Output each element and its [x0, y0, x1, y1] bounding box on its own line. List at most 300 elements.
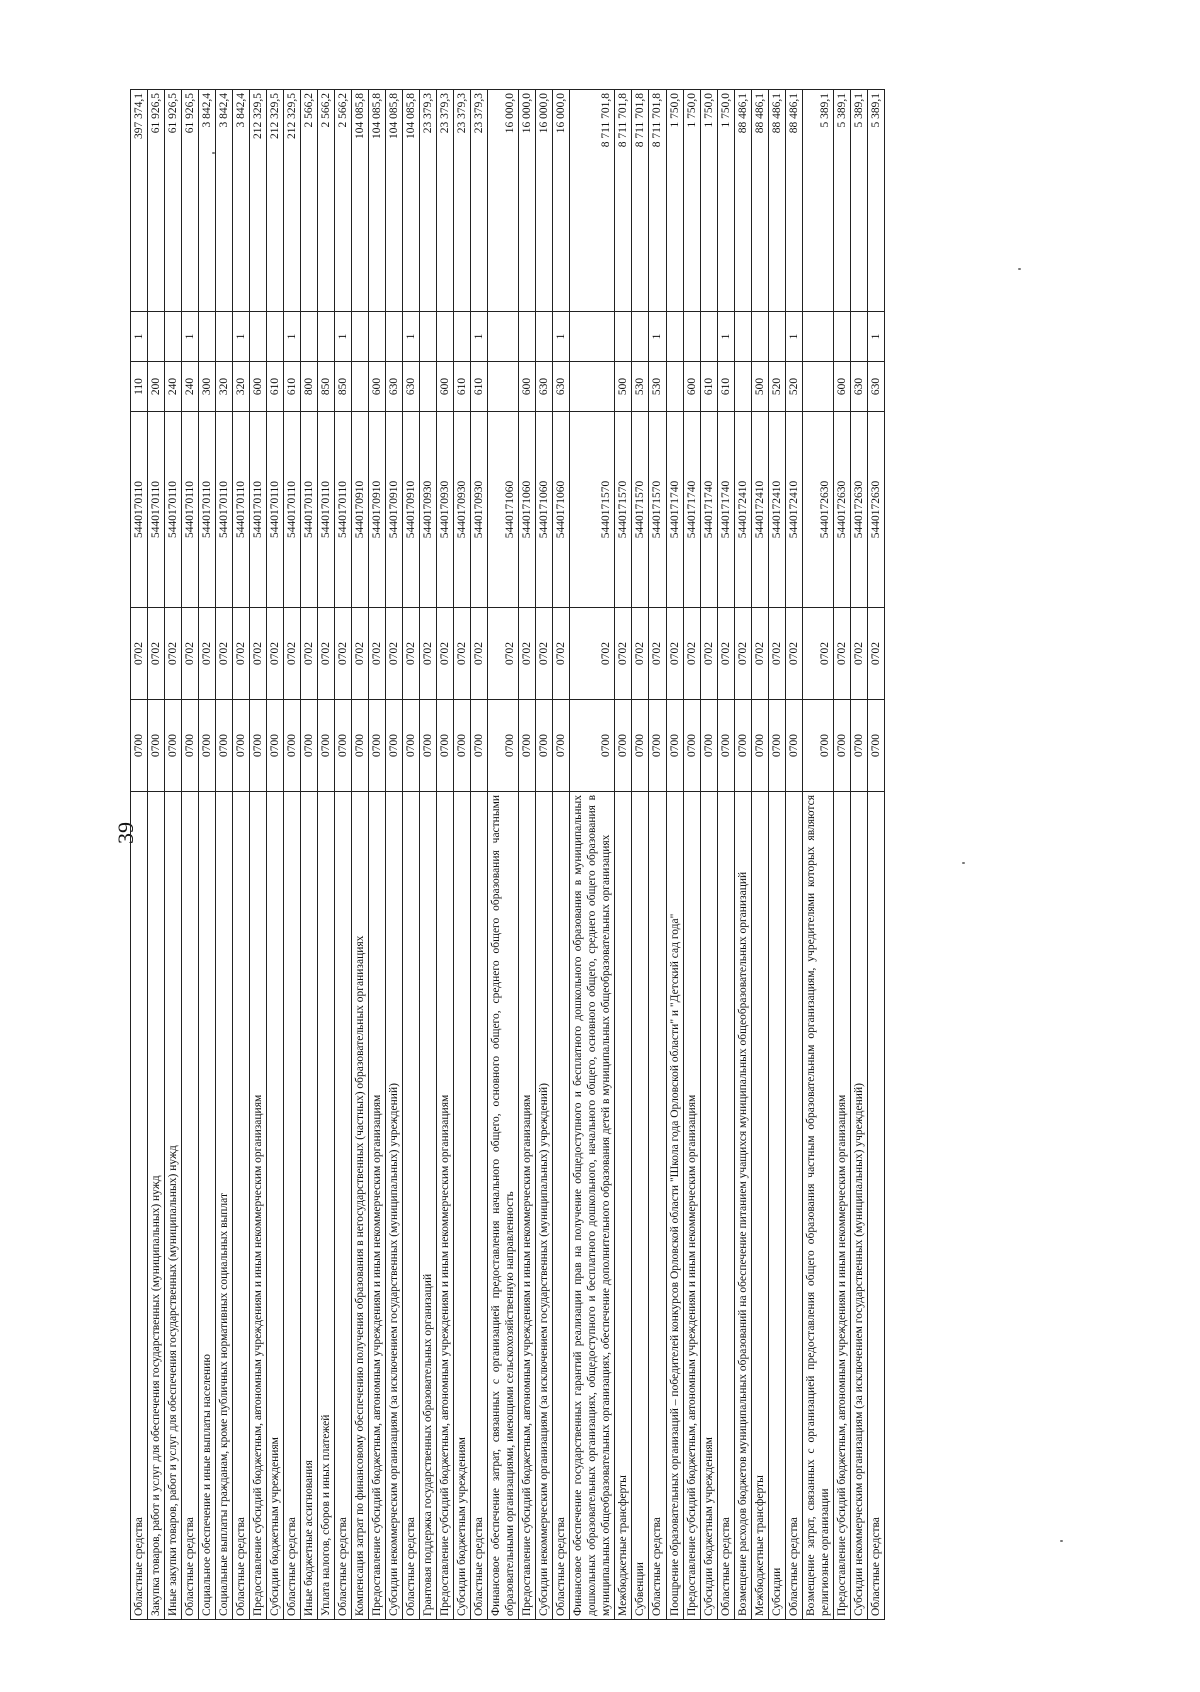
cell-section: 0700 [649, 700, 666, 792]
cell-section: 0700 [267, 700, 284, 792]
cell-target-article: 5440170930 [454, 412, 471, 608]
cell-target-article: 5440171570 [649, 412, 666, 608]
cell-expense-type: 530 [632, 362, 649, 412]
cell-name: Социальное обеспечение и иные выплаты населению [199, 792, 216, 1620]
cell-expense-type: 630 [867, 362, 884, 412]
cell-section: 0700 [284, 700, 301, 792]
cell-target-article: 5440171060 [536, 412, 553, 608]
cell-expense-type: 600 [437, 362, 454, 412]
budget-table [130, 89, 885, 1620]
cell-source-mark [267, 312, 284, 362]
cell-expense-type: 320 [216, 362, 233, 412]
cell-name: Областные средства [717, 792, 734, 1620]
table-row [553, 90, 570, 1620]
cell-name: Поощрение образовательных организаций – победителей конкурсов Орловской области "Школа года Орловской области" и "Детский сад года" [666, 792, 683, 1620]
cell-section: 0700 [165, 700, 182, 792]
cell-name: Предоставление субсидий бюджетным, автономным учреждениям и иным некоммерческим организациям [250, 792, 267, 1620]
cell-subsection: 0702 [519, 608, 536, 700]
cell-section: 0700 [335, 700, 352, 792]
cell-subsection: 0702 [734, 608, 751, 700]
cell-expense-type: 200 [148, 362, 165, 412]
cell-subsection: 0702 [666, 608, 683, 700]
cell-target-article: 5440171060 [488, 412, 519, 608]
cell-source-mark: 1 [717, 312, 734, 362]
cell-name: Возмещение затрат, связанных с организацией предоставления общего образования частным образовательным организациям, учредителями которых являются религиозные организации [802, 792, 833, 1620]
cell-target-article: 5440170930 [471, 412, 488, 608]
cell-amount: 104 085,8 [403, 90, 420, 312]
cell-source-mark [301, 312, 318, 362]
cell-name: Субсидии некоммерческим организациям (за исключением государственных (муниципальных) учреждений) [850, 792, 867, 1620]
table-row [352, 90, 369, 1620]
table-row [216, 90, 233, 1620]
cell-name: Межбюджетные трансферты [615, 792, 632, 1620]
cell-name: Областные средства [131, 792, 148, 1620]
cell-amount: 23 379,3 [471, 90, 488, 312]
cell-section: 0700 [833, 700, 850, 792]
cell-name: Областные средства [182, 792, 199, 1620]
cell-target-article: 5440170110 [267, 412, 284, 608]
cell-target-article: 5440172630 [833, 412, 850, 608]
cell-section: 0700 [250, 700, 267, 792]
cell-source-mark: 1 [182, 312, 199, 362]
cell-expense-type: 600 [369, 362, 386, 412]
table-row [768, 90, 785, 1620]
table-row [785, 90, 802, 1620]
cell-amount: 61 926,5 [148, 90, 165, 312]
cell-source-mark [318, 312, 335, 362]
cell-target-article: 5440171740 [717, 412, 734, 608]
cell-amount: 3 842,4 [216, 90, 233, 312]
cell-subsection: 0702 [683, 608, 700, 700]
cell-amount: 88 486,1 [785, 90, 802, 312]
cell-subsection: 0702 [403, 608, 420, 700]
cell-name: Субсидии некоммерческим организациям (за исключением государственных (муниципальных) учреждений) [386, 792, 403, 1620]
cell-source-mark [666, 312, 683, 362]
cell-name: Областные средства [867, 792, 884, 1620]
table-row [318, 90, 335, 1620]
cell-name: Субсидии [768, 792, 785, 1620]
cell-section: 0700 [488, 700, 519, 792]
cell-target-article: 5440170110 [284, 412, 301, 608]
table-row [734, 90, 751, 1620]
cell-subsection: 0702 [165, 608, 182, 700]
cell-section: 0700 [717, 700, 734, 792]
cell-expense-type: 500 [615, 362, 632, 412]
cell-name: Областные средства [403, 792, 420, 1620]
cell-amount: 397 374,1 [131, 90, 148, 312]
cell-expense-type: 500 [751, 362, 768, 412]
cell-section: 0700 [850, 700, 867, 792]
cell-expense-type: 600 [683, 362, 700, 412]
cell-source-mark [216, 312, 233, 362]
cell-amount: 8 711 701,8 [615, 90, 632, 312]
cell-subsection: 0702 [267, 608, 284, 700]
cell-source-mark [802, 312, 833, 362]
cell-target-article: 5440170110 [233, 412, 250, 608]
cell-amount: 61 926,5 [165, 90, 182, 312]
cell-source-mark: 1 [471, 312, 488, 362]
cell-target-article: 5440171740 [666, 412, 683, 608]
cell-section: 0700 [536, 700, 553, 792]
cell-source-mark [148, 312, 165, 362]
cell-subsection: 0702 [148, 608, 165, 700]
cell-expense-type: 610 [284, 362, 301, 412]
cell-section: 0700 [437, 700, 454, 792]
cell-subsection: 0702 [700, 608, 717, 700]
cell-section: 0700 [199, 700, 216, 792]
cell-amount: 88 486,1 [751, 90, 768, 312]
cell-target-article: 5440172630 [802, 412, 833, 608]
cell-target-article: 5440170110 [335, 412, 352, 608]
cell-amount: 212 329,5 [250, 90, 267, 312]
table-row [284, 90, 301, 1620]
cell-expense-type: 630 [553, 362, 570, 412]
cell-target-article: 5440172410 [785, 412, 802, 608]
table-row [267, 90, 284, 1620]
cell-target-article: 5440170110 [216, 412, 233, 608]
cell-source-mark [386, 312, 403, 362]
cell-section: 0700 [700, 700, 717, 792]
cell-target-article: 5440171740 [700, 412, 717, 608]
cell-expense-type: 610 [700, 362, 717, 412]
cell-amount: 5 389,1 [833, 90, 850, 312]
rotated-table-container [130, 90, 1090, 1620]
cell-expense-type: 610 [471, 362, 488, 412]
cell-source-mark [570, 312, 615, 362]
cell-amount: 212 329,5 [267, 90, 284, 312]
cell-section: 0700 [233, 700, 250, 792]
cell-expense-type [420, 362, 437, 412]
cell-target-article: 5440170110 [301, 412, 318, 608]
cell-amount: 5 389,1 [802, 90, 833, 312]
cell-section: 0700 [352, 700, 369, 792]
cell-subsection: 0702 [233, 608, 250, 700]
cell-section: 0700 [386, 700, 403, 792]
cell-section: 0700 [420, 700, 437, 792]
cell-source-mark: 1 [785, 312, 802, 362]
cell-amount: 16 000,0 [488, 90, 519, 312]
cell-amount: 88 486,1 [768, 90, 785, 312]
cell-target-article: 5440170930 [420, 412, 437, 608]
cell-expense-type: 240 [182, 362, 199, 412]
cell-target-article: 5440172410 [751, 412, 768, 608]
cell-expense-type [570, 362, 615, 412]
cell-subsection: 0702 [536, 608, 553, 700]
table-row [700, 90, 717, 1620]
cell-expense-type [734, 362, 751, 412]
cell-source-mark [632, 312, 649, 362]
cell-name: Предоставление субсидий бюджетным, автономным учреждениям и иным некоммерческим организациям [833, 792, 850, 1620]
cell-source-mark: 1 [131, 312, 148, 362]
cell-section: 0700 [553, 700, 570, 792]
cell-amount: 16 000,0 [536, 90, 553, 312]
cell-subsection: 0702 [216, 608, 233, 700]
table-row [386, 90, 403, 1620]
cell-section: 0700 [802, 700, 833, 792]
cell-subsection: 0702 [632, 608, 649, 700]
table-row [131, 90, 148, 1620]
table-row [199, 90, 216, 1620]
cell-source-mark [488, 312, 519, 362]
cell-subsection: 0702 [369, 608, 386, 700]
cell-name: Субвенции [632, 792, 649, 1620]
cell-target-article: 5440170110 [165, 412, 182, 608]
cell-expense-type: 610 [454, 362, 471, 412]
cell-name: Иные бюджетные ассигнования [301, 792, 318, 1620]
cell-name: Субсидии бюджетным учреждениям [267, 792, 284, 1620]
cell-expense-type: 600 [833, 362, 850, 412]
cell-source-mark [199, 312, 216, 362]
scan-speck [212, 152, 215, 154]
cell-source-mark [165, 312, 182, 362]
table-row [683, 90, 700, 1620]
cell-source-mark: 1 [403, 312, 420, 362]
cell-expense-type: 600 [519, 362, 536, 412]
cell-subsection: 0702 [553, 608, 570, 700]
cell-name: Субсидии некоммерческим организациям (за исключением государственных (муниципальных) учреждений) [536, 792, 553, 1620]
cell-target-article: 5440171570 [615, 412, 632, 608]
table-row [301, 90, 318, 1620]
cell-amount: 5 389,1 [850, 90, 867, 312]
table-row [335, 90, 352, 1620]
table-row [833, 90, 850, 1620]
cell-target-article: 5440172630 [867, 412, 884, 608]
cell-name: Субсидии бюджетным учреждениям [454, 792, 471, 1620]
cell-subsection: 0702 [717, 608, 734, 700]
cell-section: 0700 [148, 700, 165, 792]
cell-expense-type: 610 [717, 362, 734, 412]
cell-target-article: 5440171570 [570, 412, 615, 608]
cell-expense-type: 320 [233, 362, 250, 412]
cell-expense-type [802, 362, 833, 412]
cell-subsection: 0702 [850, 608, 867, 700]
table-row [233, 90, 250, 1620]
cell-name: Иные закупки товаров, работ и услуг для обеспечения государственных (муниципальных) нужд [165, 792, 182, 1620]
cell-name: Финансовое обеспечение затрат, связанных с организацией предоставления начального общего, основного общего, среднего общего образования частными образовательными организациями, имеющими сельскохозяйственную направленность [488, 792, 519, 1620]
cell-subsection: 0702 [250, 608, 267, 700]
cell-amount: 8 711 701,8 [570, 90, 615, 312]
cell-name: Областные средства [284, 792, 301, 1620]
cell-section: 0700 [216, 700, 233, 792]
cell-target-article: 5440170110 [318, 412, 335, 608]
cell-expense-type: 630 [536, 362, 553, 412]
cell-section: 0700 [182, 700, 199, 792]
table-row [403, 90, 420, 1620]
cell-source-mark [734, 312, 751, 362]
cell-section: 0700 [867, 700, 884, 792]
cell-name: Закупка товаров, работ и услуг для обеспечения государственных (муниципальных) нужд [148, 792, 165, 1620]
cell-expense-type: 530 [649, 362, 666, 412]
table-row [649, 90, 666, 1620]
cell-source-mark [768, 312, 785, 362]
cell-name: Предоставление субсидий бюджетным, автономным учреждениям и иным некоммерческим организациям [369, 792, 386, 1620]
cell-target-article: 5440172410 [734, 412, 751, 608]
cell-section: 0700 [632, 700, 649, 792]
cell-amount: 16 000,0 [553, 90, 570, 312]
cell-name: Областные средства [785, 792, 802, 1620]
cell-source-mark: 1 [284, 312, 301, 362]
scan-speck [1060, 1540, 1063, 1542]
cell-target-article: 5440170910 [369, 412, 386, 608]
cell-subsection: 0702 [182, 608, 199, 700]
table-row [615, 90, 632, 1620]
cell-expense-type: 520 [768, 362, 785, 412]
cell-amount: 2 566,2 [318, 90, 335, 312]
cell-source-mark [683, 312, 700, 362]
cell-section: 0700 [403, 700, 420, 792]
cell-expense-type: 110 [131, 362, 148, 412]
cell-amount: 16 000,0 [519, 90, 536, 312]
cell-subsection: 0702 [833, 608, 850, 700]
table-row [717, 90, 734, 1620]
cell-amount: 5 389,1 [867, 90, 884, 312]
cell-subsection: 0702 [386, 608, 403, 700]
table-row [666, 90, 683, 1620]
cell-expense-type: 630 [850, 362, 867, 412]
cell-source-mark [615, 312, 632, 362]
cell-amount: 1 750,0 [666, 90, 683, 312]
cell-source-mark: 1 [649, 312, 666, 362]
cell-subsection: 0702 [420, 608, 437, 700]
page-number: 39 [113, 822, 138, 844]
cell-target-article: 5440170110 [182, 412, 199, 608]
cell-section: 0700 [734, 700, 751, 792]
cell-source-mark: 1 [867, 312, 884, 362]
cell-name: Субсидии бюджетным учреждениям [700, 792, 717, 1620]
cell-expense-type: 300 [199, 362, 216, 412]
table-row [250, 90, 267, 1620]
cell-amount: 3 842,4 [199, 90, 216, 312]
cell-target-article: 5440170910 [403, 412, 420, 608]
table-row [437, 90, 454, 1620]
cell-subsection: 0702 [867, 608, 884, 700]
cell-target-article: 5440170910 [352, 412, 369, 608]
cell-amount: 23 379,3 [437, 90, 454, 312]
cell-target-article: 5440170110 [148, 412, 165, 608]
cell-expense-type: 800 [301, 362, 318, 412]
cell-name: Областные средства [233, 792, 250, 1620]
cell-subsection: 0702 [615, 608, 632, 700]
cell-name: Грантовая поддержка государственных образовательных организаций [420, 792, 437, 1620]
cell-target-article: 5440170930 [437, 412, 454, 608]
cell-amount: 61 926,5 [182, 90, 199, 312]
cell-source-mark: 1 [335, 312, 352, 362]
cell-section: 0700 [570, 700, 615, 792]
cell-expense-type: 240 [165, 362, 182, 412]
cell-amount: 1 750,0 [683, 90, 700, 312]
cell-subsection: 0702 [751, 608, 768, 700]
cell-section: 0700 [131, 700, 148, 792]
cell-expense-type [352, 362, 369, 412]
table-row [632, 90, 649, 1620]
cell-subsection: 0702 [471, 608, 488, 700]
cell-expense-type: 520 [785, 362, 802, 412]
table-row [867, 90, 884, 1620]
cell-subsection: 0702 [649, 608, 666, 700]
cell-amount: 104 085,8 [386, 90, 403, 312]
cell-name: Предоставление субсидий бюджетным, автономным учреждениям и иным некоммерческим организациям [437, 792, 454, 1620]
cell-source-mark: 1 [553, 312, 570, 362]
cell-amount: 3 842,4 [233, 90, 250, 312]
table-row [420, 90, 437, 1620]
cell-target-article: 5440170910 [386, 412, 403, 608]
table-row [802, 90, 833, 1620]
cell-section: 0700 [318, 700, 335, 792]
table-row [471, 90, 488, 1620]
cell-section: 0700 [666, 700, 683, 792]
table-row [536, 90, 553, 1620]
cell-subsection: 0702 [488, 608, 519, 700]
cell-target-article: 5440170110 [250, 412, 267, 608]
cell-expense-type: 630 [403, 362, 420, 412]
scan-speck [1018, 268, 1021, 270]
cell-source-mark [437, 312, 454, 362]
cell-amount: 104 085,8 [352, 90, 369, 312]
cell-subsection: 0702 [768, 608, 785, 700]
cell-name: Возмещение расходов бюджетов муниципальных образований на обеспечение питанием учащихся муниципальных общеобразовательных организаций [734, 792, 751, 1620]
cell-target-article: 5440170110 [199, 412, 216, 608]
cell-expense-type [488, 362, 519, 412]
cell-expense-type: 610 [267, 362, 284, 412]
cell-amount: 8 711 701,8 [649, 90, 666, 312]
cell-amount: 2 566,2 [335, 90, 352, 312]
cell-subsection: 0702 [352, 608, 369, 700]
cell-expense-type: 850 [335, 362, 352, 412]
cell-source-mark [751, 312, 768, 362]
cell-name: Предоставление субсидий бюджетным, автономным учреждениям и иным некоммерческим организациям [683, 792, 700, 1620]
cell-expense-type: 600 [250, 362, 267, 412]
cell-subsection: 0702 [335, 608, 352, 700]
cell-expense-type: 630 [386, 362, 403, 412]
cell-subsection: 0702 [454, 608, 471, 700]
cell-target-article: 5440171060 [519, 412, 536, 608]
cell-amount: 23 379,3 [454, 90, 471, 312]
table-body [131, 90, 885, 1620]
cell-amount: 104 085,8 [369, 90, 386, 312]
cell-section: 0700 [301, 700, 318, 792]
cell-subsection: 0702 [199, 608, 216, 700]
cell-source-mark [833, 312, 850, 362]
cell-amount: 2 566,2 [301, 90, 318, 312]
cell-subsection: 0702 [284, 608, 301, 700]
cell-name: Областные средства [553, 792, 570, 1620]
cell-source-mark [250, 312, 267, 362]
cell-amount: 23 379,3 [420, 90, 437, 312]
cell-source-mark: 1 [233, 312, 250, 362]
table-row [454, 90, 471, 1620]
cell-source-mark [369, 312, 386, 362]
cell-name: Областные средства [649, 792, 666, 1620]
scan-speck [962, 862, 965, 864]
cell-name: Компенсация затрат по финансовому обеспечению получения образования в негосударственных (частных) образовательных организациях [352, 792, 369, 1620]
cell-source-mark [454, 312, 471, 362]
cell-amount: 212 329,5 [284, 90, 301, 312]
cell-source-mark [519, 312, 536, 362]
cell-section: 0700 [471, 700, 488, 792]
cell-subsection: 0702 [131, 608, 148, 700]
table-row [488, 90, 519, 1620]
cell-section: 0700 [369, 700, 386, 792]
cell-name: Межбюджетные трансферты [751, 792, 768, 1620]
cell-target-article: 5440171060 [553, 412, 570, 608]
cell-name: Предоставление субсидий бюджетным, автономным учреждениям и иным некоммерческим организациям [519, 792, 536, 1620]
cell-section: 0700 [751, 700, 768, 792]
cell-source-mark [420, 312, 437, 362]
table-row [519, 90, 536, 1620]
cell-amount: 1 750,0 [700, 90, 717, 312]
cell-target-article: 5440172410 [768, 412, 785, 608]
table-row [369, 90, 386, 1620]
